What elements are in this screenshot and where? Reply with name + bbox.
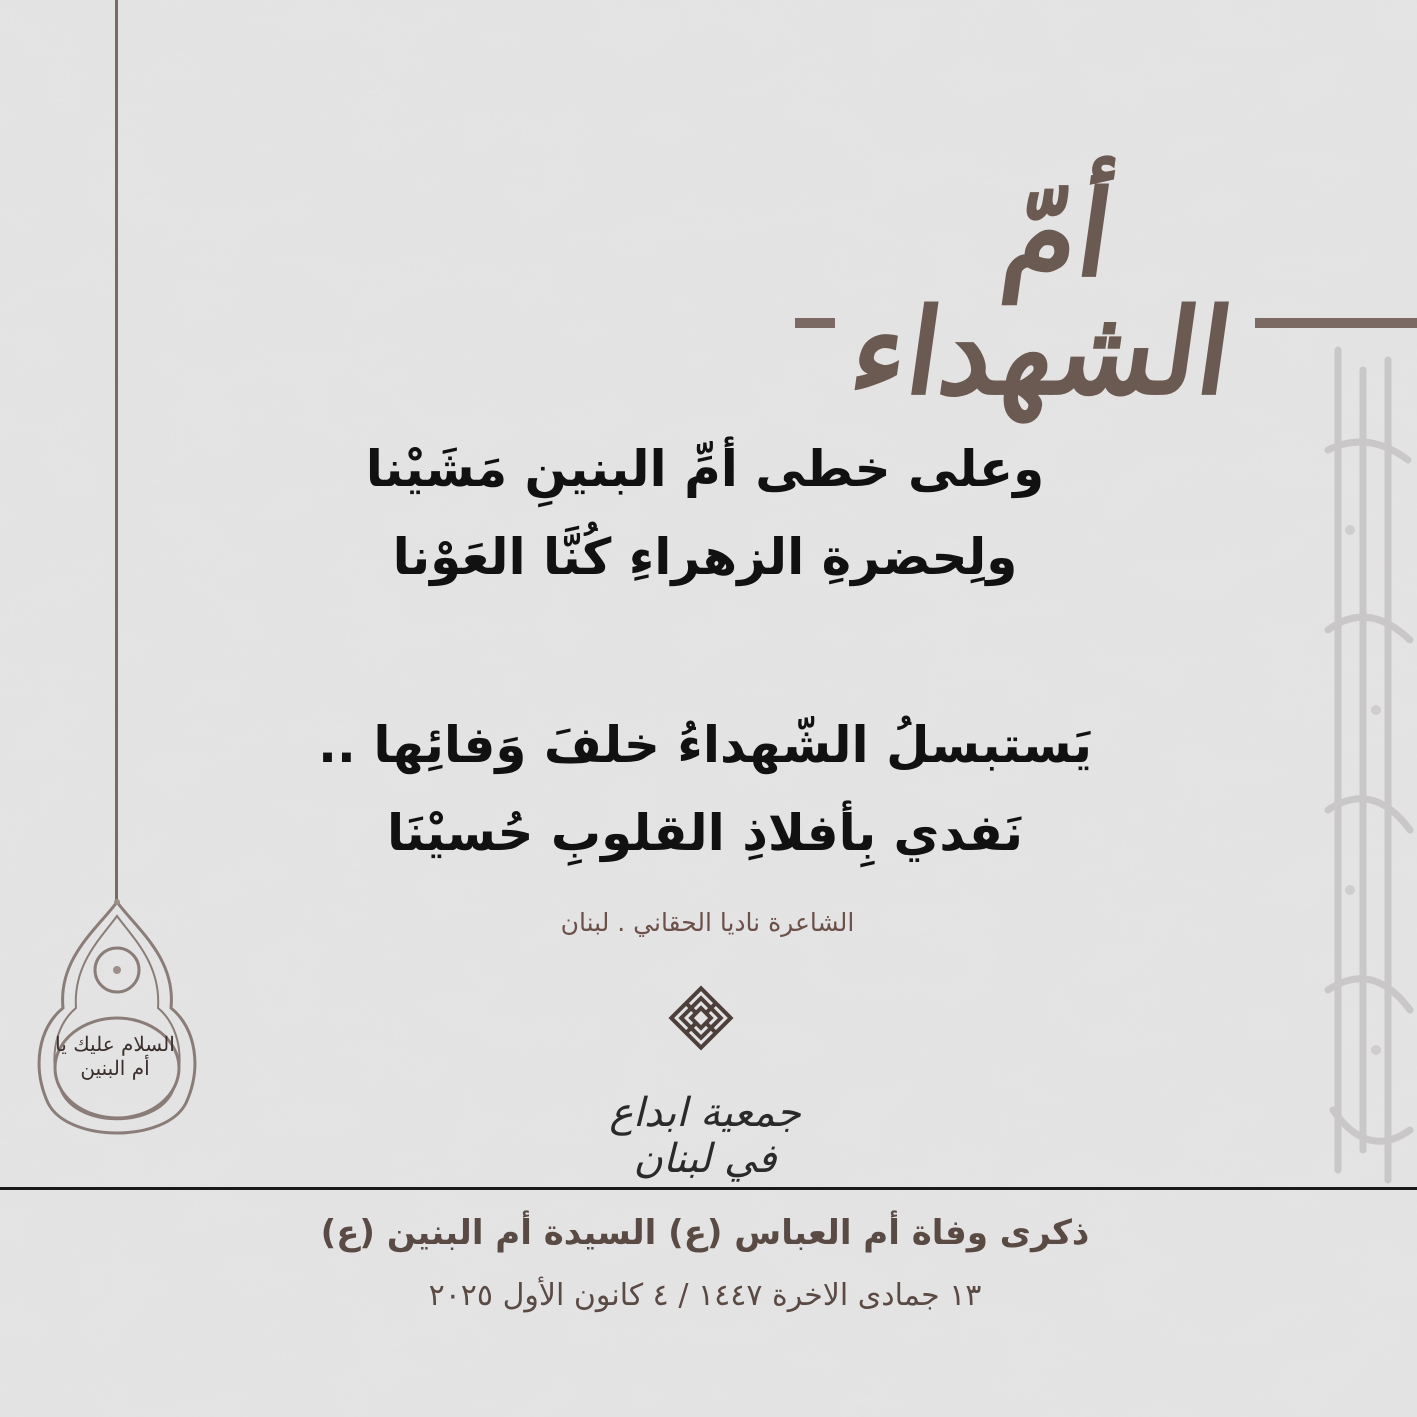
poem-line-2: ولِحضرةِ الزهراءِ كُنَّا العَوْنا bbox=[392, 528, 1018, 586]
poet-credit: الشاعرة ناديا الحقاني . لبنان bbox=[560, 908, 855, 937]
medallion-inscription: السلام عليك يا أم البنين bbox=[55, 1032, 175, 1080]
occasion-title: ذكرى وفاة أم العباس (ع) السيدة أم البنين (ع) bbox=[320, 1213, 1090, 1253]
title-underline-right bbox=[1255, 318, 1417, 328]
occasion-date: ١٣ جمادى الاخرة ١٤٤٧ / ٤ كانون الأول ٢٠٢٥ bbox=[428, 1278, 982, 1313]
footer-divider bbox=[0, 1187, 1417, 1190]
side-calligraphy-icon bbox=[1318, 330, 1417, 1200]
poem-line-4: نَفدي بِأفلاذِ القلوبِ حُسيْنَا bbox=[386, 804, 1023, 862]
left-vertical-rule bbox=[115, 0, 118, 905]
ornamental-medallion-icon bbox=[28, 898, 206, 1160]
poem-line-3: يَستبسلُ الشّهداءُ خلفَ وَفائِها .. bbox=[317, 716, 1093, 774]
poster-title: أمّ الشهداء bbox=[842, 164, 1241, 421]
organization-logo: جمعية ابداع في لبنان bbox=[609, 1090, 801, 1182]
poem-line-1: وعلى خطى أمِّ البنينِ مَشَيْنا bbox=[365, 440, 1045, 498]
square-kufic-icon bbox=[668, 985, 734, 1051]
